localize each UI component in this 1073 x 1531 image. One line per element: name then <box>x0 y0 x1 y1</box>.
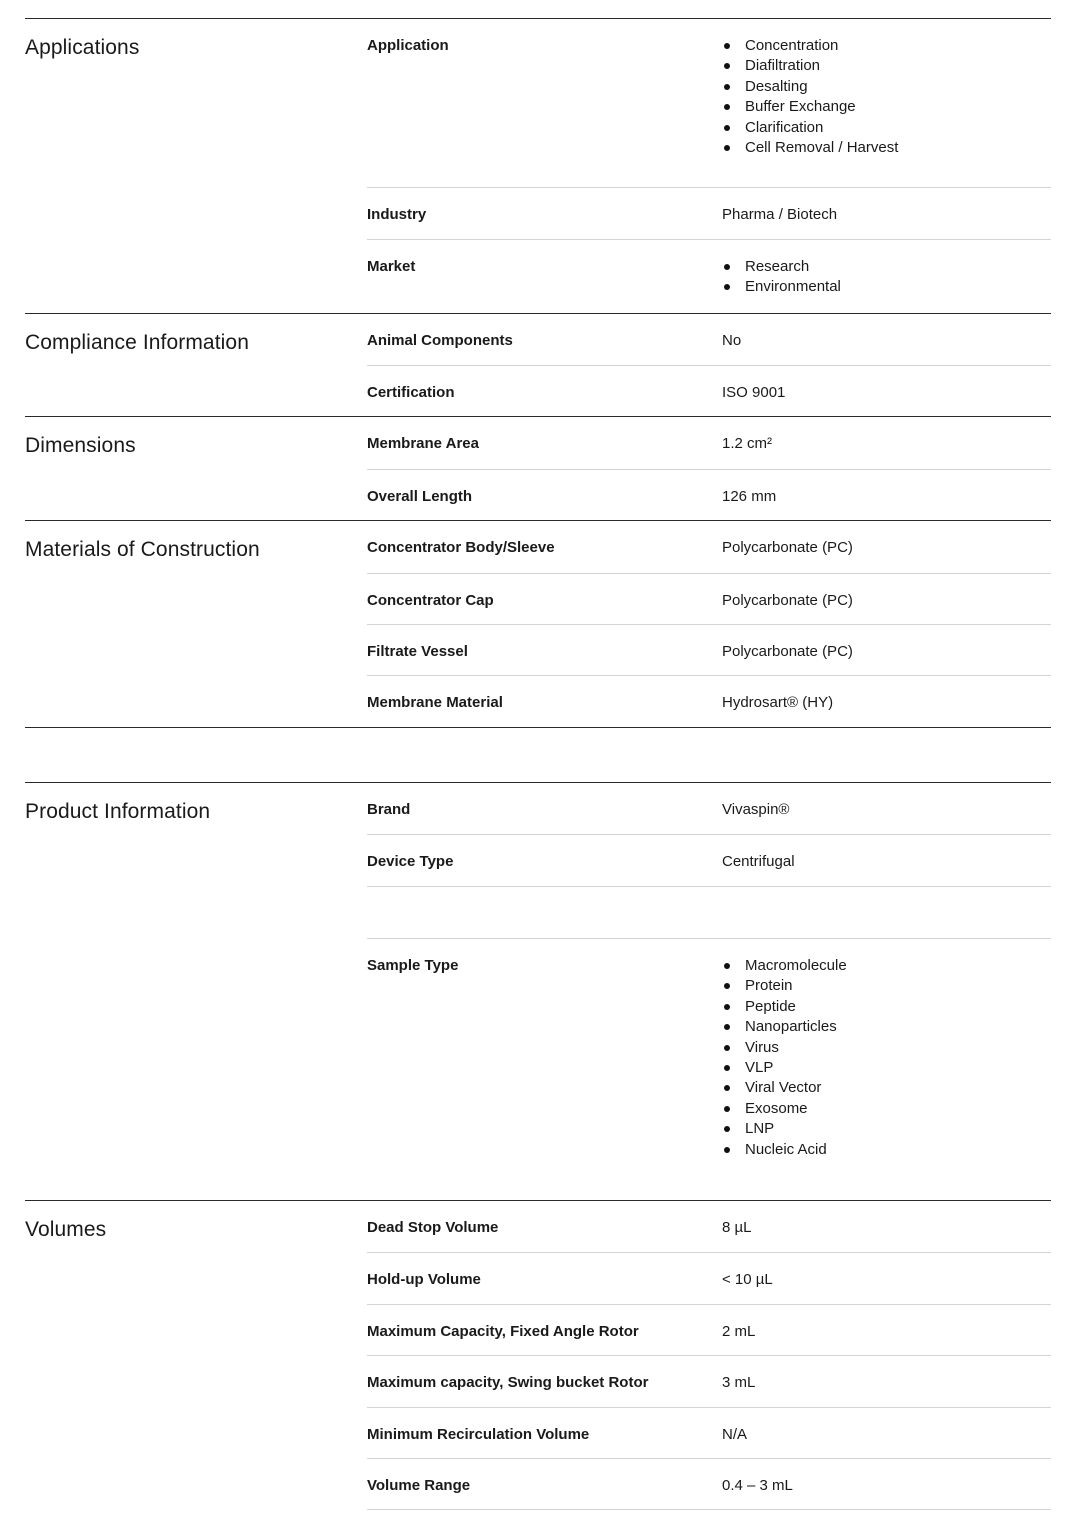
spec-label: Sample Type <box>367 957 459 974</box>
spec-value: Vivaspin® <box>722 801 790 818</box>
section-title: Dimensions <box>25 434 136 457</box>
section-compliance <box>25 313 1051 416</box>
spec-value: Polycarbonate (PC) <box>722 643 853 660</box>
section-rows <box>367 1201 1051 1511</box>
section-volumes <box>25 1200 1051 1511</box>
section-dimensions <box>25 416 1051 520</box>
spec-row-brand <box>367 783 1051 834</box>
value-list <box>722 954 1051 1161</box>
list-item: Diafiltration <box>722 54 1051 77</box>
section-rows <box>367 417 1051 520</box>
spec-row-application <box>367 19 1051 187</box>
spec-row-body-sleeve <box>367 521 1051 573</box>
list-item: Environmental <box>722 275 1051 298</box>
spec-value: 3 mL <box>722 1374 756 1391</box>
spec-row-industry <box>367 187 1051 239</box>
section-gap <box>25 728 1051 782</box>
spec-label: Animal Components <box>367 332 513 349</box>
spec-table <box>25 18 1051 1511</box>
spec-row-swing-bucket-capacity <box>367 1355 1051 1407</box>
list-item: Peptide <box>722 995 1051 1018</box>
spec-row-filtrate-vessel <box>367 624 1051 675</box>
section-product-information <box>25 782 1051 1200</box>
section-title: Compliance Information <box>25 331 249 354</box>
spec-value: Hydrosart® (HY) <box>722 694 834 711</box>
spec-row-volume-range <box>367 1458 1051 1510</box>
spec-label: Concentrator Cap <box>367 592 494 609</box>
spec-value: No <box>722 332 742 349</box>
spec-value: 126 mm <box>722 488 777 505</box>
spec-row-cap <box>367 573 1051 624</box>
spec-row-fixed-angle-capacity <box>367 1304 1051 1355</box>
spec-row-empty <box>367 886 1051 938</box>
spec-label: Market <box>367 258 416 275</box>
spec-label: Volume Range <box>367 1477 471 1494</box>
spec-value: Polycarbonate (PC) <box>722 539 853 556</box>
list-item: Cell Removal / Harvest <box>722 136 1051 159</box>
spec-value: Pharma / Biotech <box>722 206 838 223</box>
section-rows <box>367 521 1051 727</box>
spec-label: Overall Length <box>367 488 473 505</box>
spec-value: ISO 9001 <box>722 384 786 401</box>
spec-row-membrane-material <box>367 675 1051 726</box>
spec-value: < 10 µL <box>722 1271 773 1288</box>
spec-label: Concentrator Body/Sleeve <box>367 539 555 556</box>
spec-value: 1.2 cm² <box>722 435 773 452</box>
spec-value <box>722 37 1051 176</box>
section-title: Volumes <box>25 1218 107 1241</box>
list-item: Macromolecule <box>722 954 1051 977</box>
spec-value: 2 mL <box>722 1323 756 1340</box>
spec-row-min-recirculation <box>367 1407 1051 1458</box>
spec-label <box>367 905 722 923</box>
list-item: Protein <box>722 974 1051 997</box>
list-item: Research <box>722 255 1051 278</box>
spec-row-device-type <box>367 834 1051 886</box>
spec-value: 0.4 – 3 mL <box>722 1477 793 1494</box>
spec-label: Filtrate Vessel <box>367 643 468 660</box>
spec-value: N/A <box>722 1426 748 1443</box>
section-rows <box>367 19 1051 313</box>
section-title: Applications <box>25 36 140 59</box>
section-title: Materials of Construction <box>25 538 260 561</box>
list-item: Buffer Exchange <box>722 95 1051 118</box>
list-item: LNP <box>722 1117 1051 1140</box>
spec-value: 8 µL <box>722 1219 752 1236</box>
spec-row-overall-length <box>367 469 1051 520</box>
spec-label: Minimum Recirculation Volume <box>367 1426 590 1443</box>
section-rows <box>367 783 1051 1200</box>
list-item: Exosome <box>722 1097 1051 1120</box>
spec-row-sample-type <box>367 938 1051 1200</box>
spec-label: Maximum Capacity, Fixed Angle Rotor <box>367 1323 639 1340</box>
value-list <box>722 255 1051 299</box>
spec-label: Hold-up Volume <box>367 1271 481 1288</box>
list-item: Desalting <box>722 75 1051 98</box>
list-item: Clarification <box>722 116 1051 139</box>
list-item: Nanoparticles <box>722 1015 1051 1038</box>
spec-label: Membrane Material <box>367 694 503 711</box>
spec-value <box>722 258 1051 302</box>
spec-value: Polycarbonate (PC) <box>722 592 853 609</box>
spec-value <box>722 905 1051 923</box>
spec-label: Dead Stop Volume <box>367 1219 499 1236</box>
spec-label: Brand <box>367 801 411 818</box>
section-title: Product Information <box>25 800 211 823</box>
list-item: Nucleic Acid <box>722 1138 1051 1161</box>
spec-row-animal-components <box>367 314 1051 365</box>
list-item: Concentration <box>722 34 1051 57</box>
value-list <box>722 34 1051 159</box>
spec-row-dead-stop-volume <box>367 1201 1051 1252</box>
spec-label: Industry <box>367 206 427 223</box>
spec-label: Maximum capacity, Swing bucket Rotor <box>367 1374 649 1391</box>
spec-label: Certification <box>367 384 455 401</box>
spec-value <box>722 957 1051 1189</box>
spec-value: Centrifugal <box>722 853 795 870</box>
spec-label: Application <box>367 37 449 54</box>
list-item: VLP <box>722 1056 1051 1079</box>
list-item: Viral Vector <box>722 1076 1051 1099</box>
section-rows <box>367 314 1051 416</box>
section-materials <box>25 520 1051 728</box>
list-item: Virus <box>722 1036 1051 1059</box>
spec-row-certification <box>367 365 1051 416</box>
spec-row-hold-up-volume <box>367 1252 1051 1304</box>
spec-row-membrane-area <box>367 417 1051 469</box>
spec-label: Device Type <box>367 853 454 870</box>
spec-row-market <box>367 239 1051 313</box>
section-applications <box>25 18 1051 313</box>
spec-label: Membrane Area <box>367 435 479 452</box>
